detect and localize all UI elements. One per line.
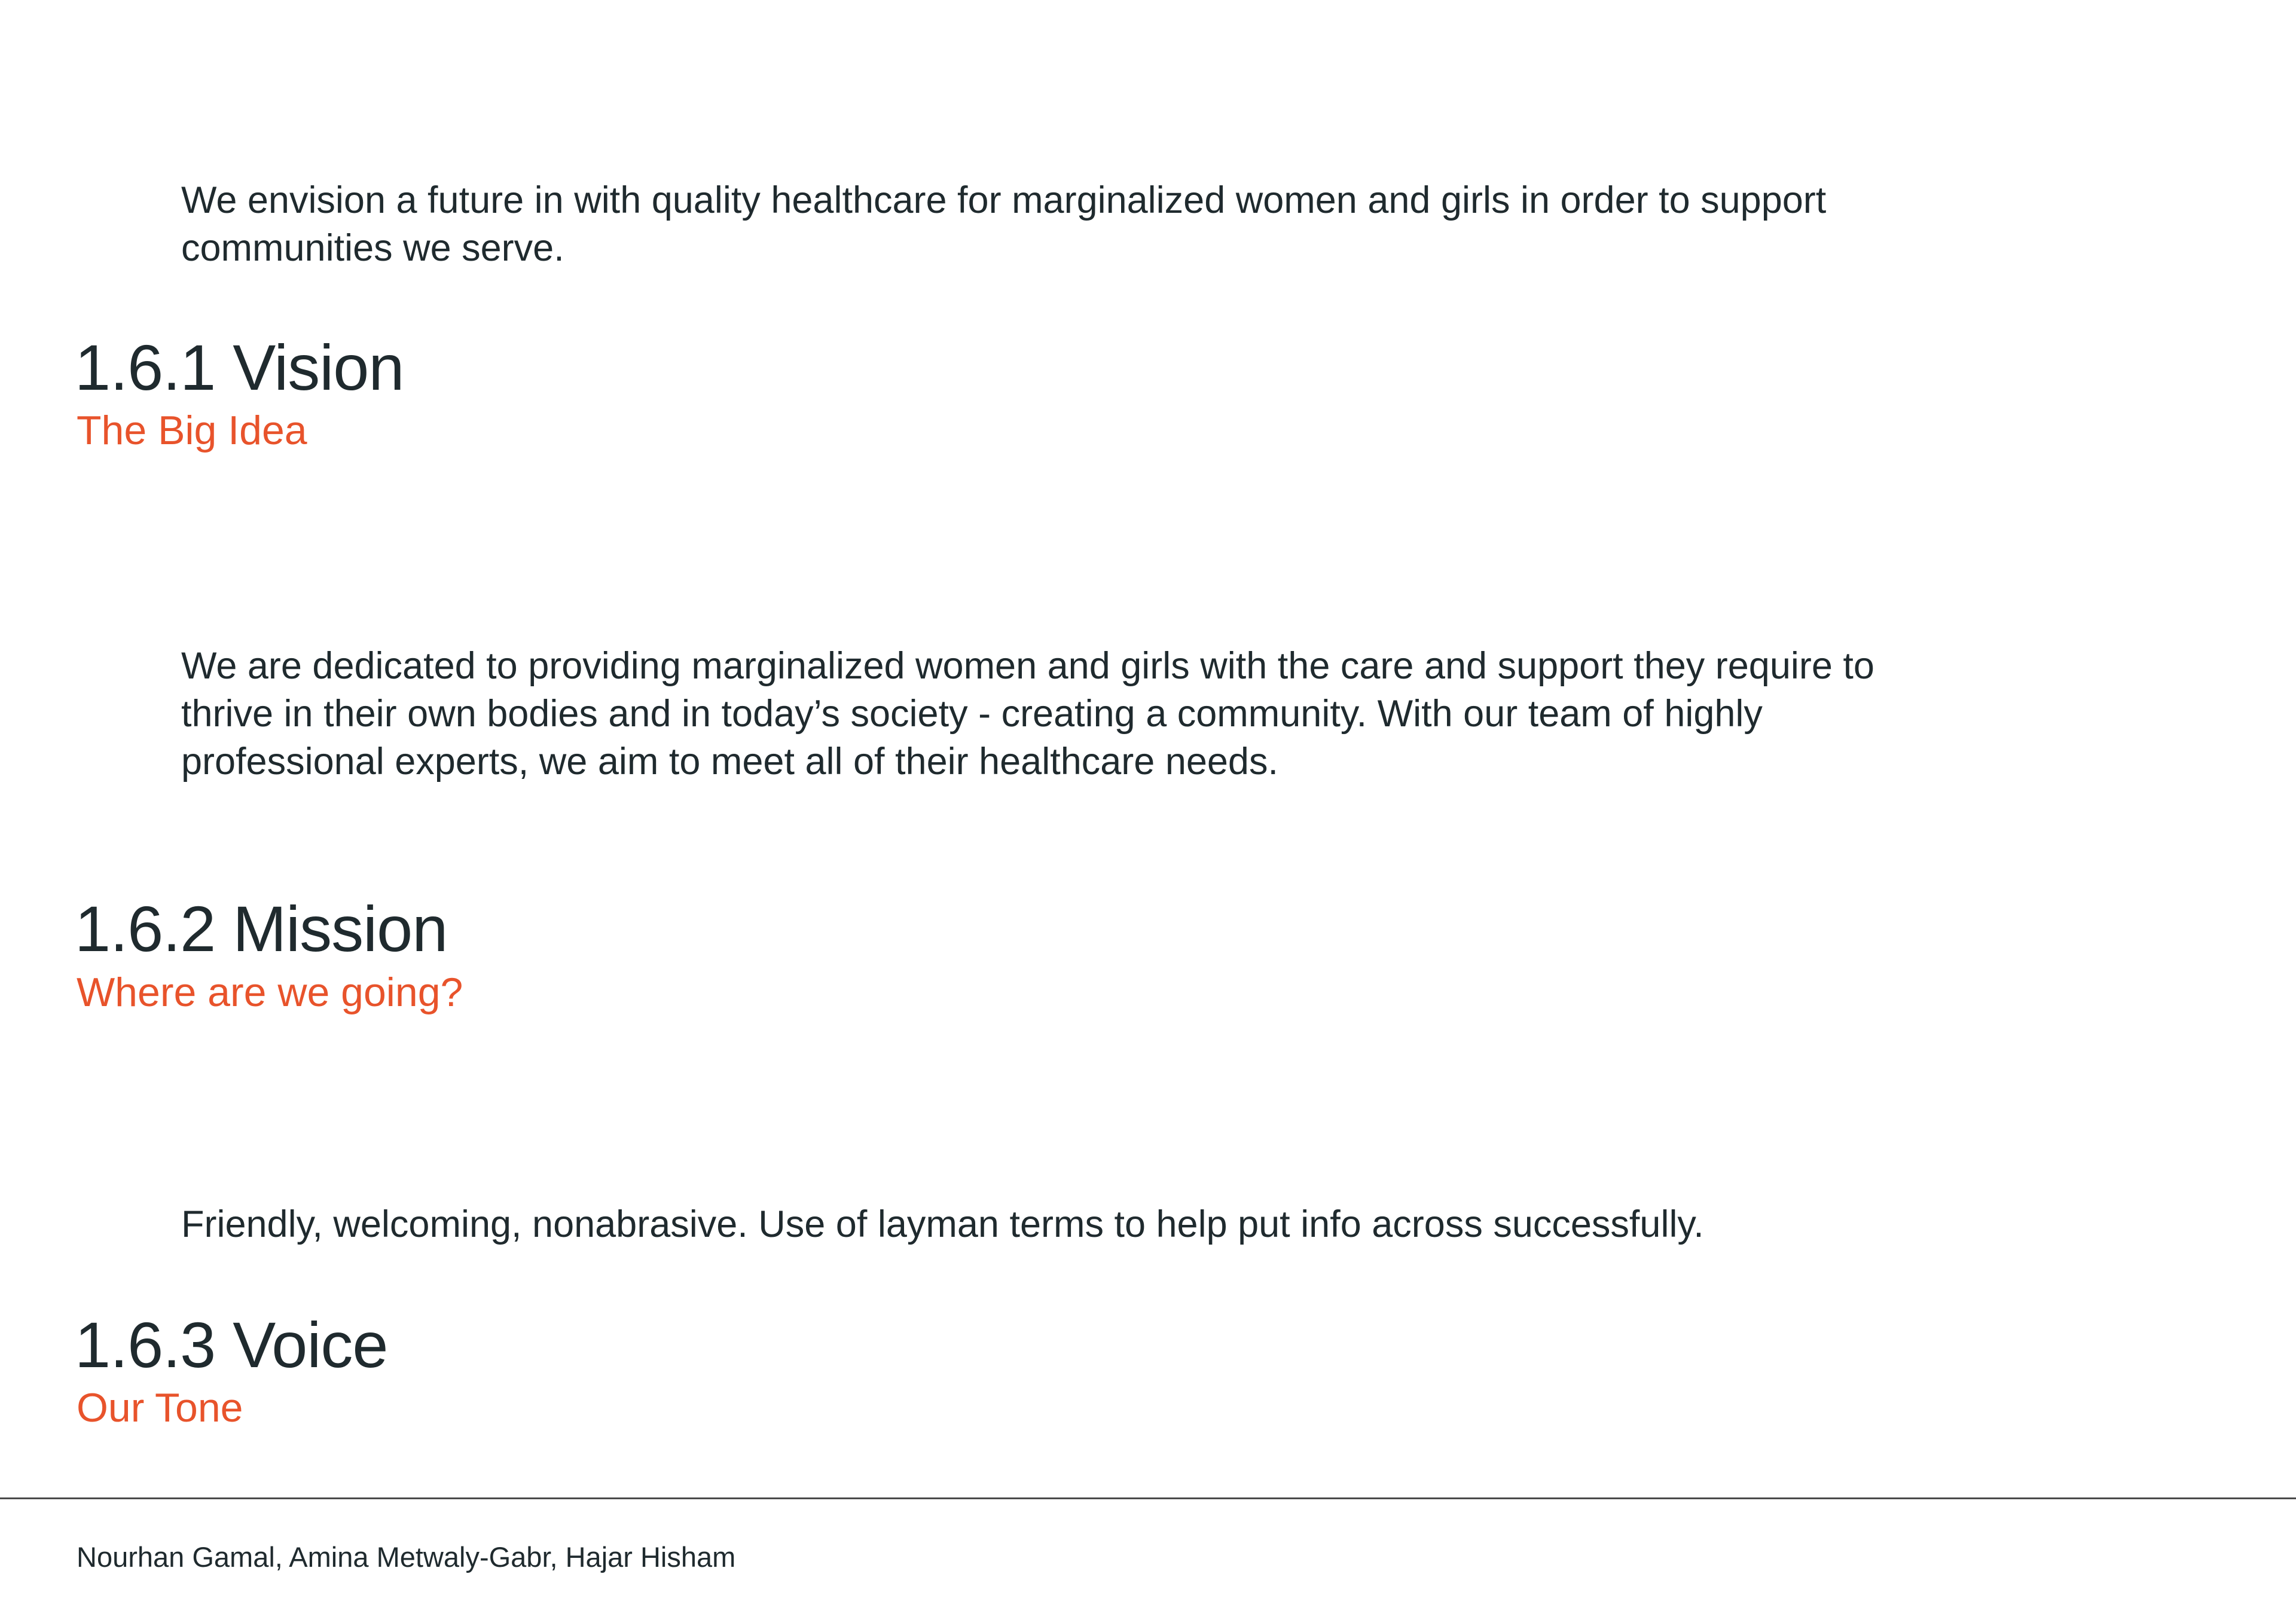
- footer-divider: [0, 1497, 2296, 1499]
- vision-subheading: The Big Idea: [77, 408, 307, 453]
- voice-body: Friendly, welcoming, nonabrasive. Use of layman terms to help put info across successfully.: [181, 1203, 1704, 1245]
- mission-subheading: Where are we going?: [77, 970, 463, 1015]
- vision-body: We envision a future in with quality healthcare for marginalized women and girls in order to support communities we serve.: [181, 179, 1827, 269]
- mission-heading: 1.6.2 Mission: [75, 893, 448, 965]
- footer-authors: Nourhan Gamal, Amina Metwaly-Gabr, Hajar Hisham: [77, 1541, 736, 1573]
- voice-heading: 1.6.3 Voice: [75, 1309, 388, 1381]
- voice-subheading: Our Tone: [77, 1385, 243, 1431]
- mission-body: We are dedicated to providing marginalized women and girls with the care and support they require to thrive in their own bodies and in today’s society - creating a community. With our team of highly professional experts, we aim to meet all of their healthcare needs.: [181, 645, 1874, 783]
- vision-heading: 1.6.1 Vision: [75, 331, 404, 404]
